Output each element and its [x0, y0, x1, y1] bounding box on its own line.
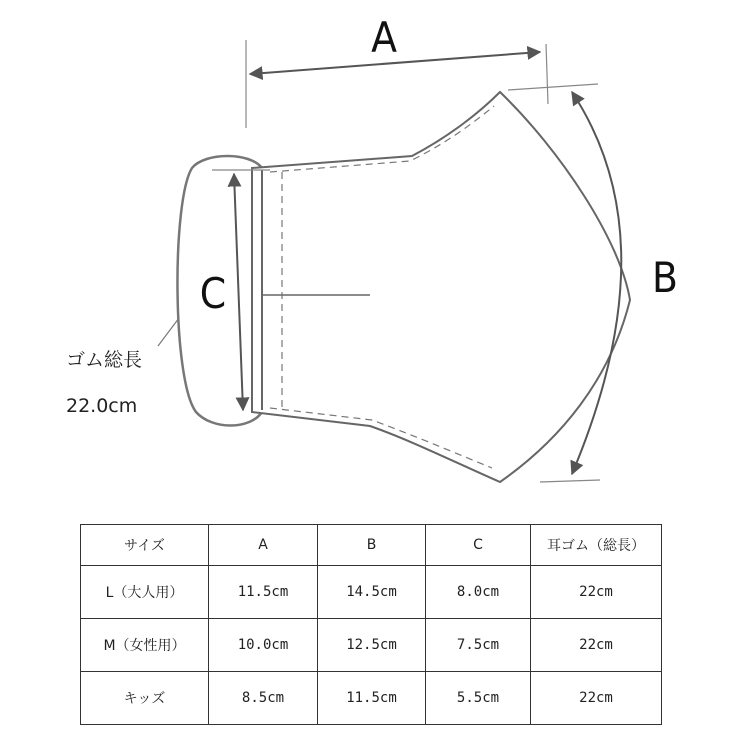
dimension-a-extension	[546, 44, 548, 104]
header-size: サイズ	[81, 525, 209, 566]
dimension-b-extension	[508, 84, 598, 90]
cell-a: 10.0cm	[209, 619, 318, 672]
header-c: C	[426, 525, 531, 566]
header-elastic: 耳ゴム（総長）	[531, 525, 662, 566]
size-table	[80, 524, 662, 725]
table-row	[81, 566, 662, 619]
row-size-name: キッズ	[81, 672, 209, 725]
header-b: B	[318, 525, 426, 566]
row-size-name: M（女性用）	[81, 619, 209, 672]
table-row	[81, 672, 662, 725]
mask-outline	[252, 92, 630, 482]
cell-b: 11.5cm	[318, 672, 426, 725]
dimension-b-label: B	[652, 253, 678, 302]
row-size-name: L（大人用）	[81, 566, 209, 619]
elastic-leader-line	[158, 318, 179, 346]
cell-elastic: 22cm	[531, 619, 662, 672]
cell-elastic: 22cm	[531, 566, 662, 619]
cell-c: 7.5cm	[426, 619, 531, 672]
dimension-a-label: A	[371, 13, 397, 62]
cell-c: 8.0cm	[426, 566, 531, 619]
cell-c: 5.5cm	[426, 672, 531, 725]
cell-a: 8.5cm	[209, 672, 318, 725]
cell-a: 11.5cm	[209, 566, 318, 619]
dimension-b-extension	[540, 480, 600, 482]
cell-elastic: 22cm	[531, 672, 662, 725]
cell-b: 14.5cm	[318, 566, 426, 619]
elastic-note-label: ゴム総長	[66, 349, 143, 371]
elastic-note-value: 22.0cm	[66, 395, 138, 417]
header-a: A	[209, 525, 318, 566]
cell-b: 12.5cm	[318, 619, 426, 672]
dimension-c-label: C	[199, 269, 227, 318]
table-row	[81, 619, 662, 672]
table-header-row	[81, 525, 662, 566]
dimension-c-arrow	[234, 174, 243, 410]
